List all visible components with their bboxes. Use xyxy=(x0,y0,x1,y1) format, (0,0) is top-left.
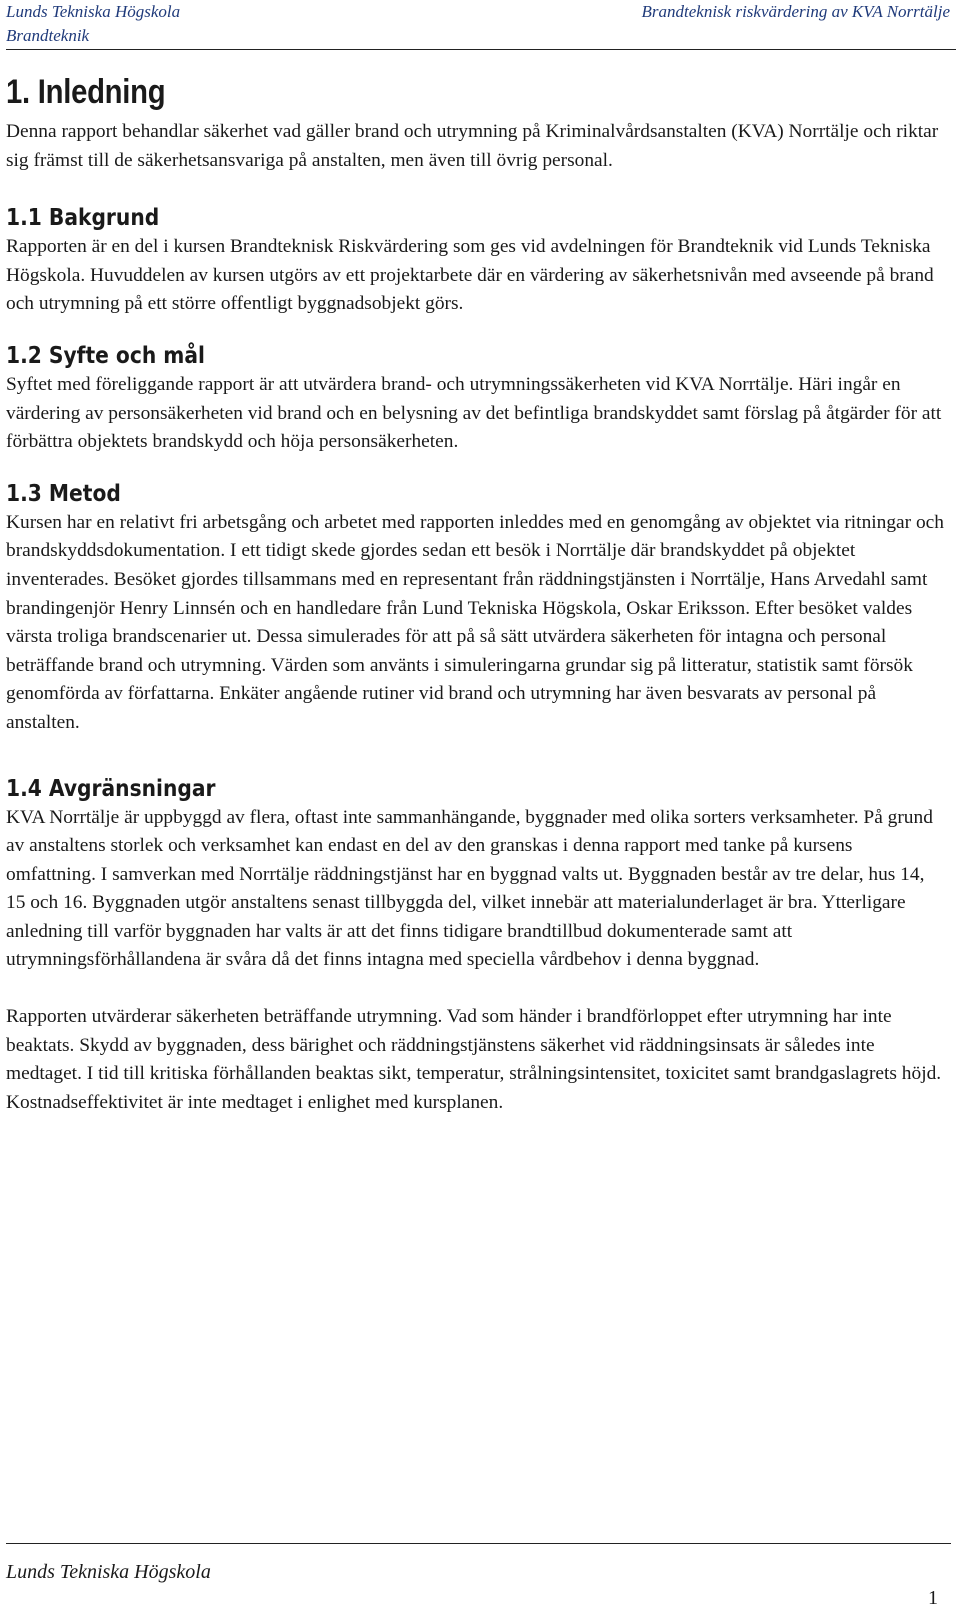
page-number: 1 xyxy=(928,1587,938,1609)
main-content xyxy=(6,72,946,1117)
footer-divider xyxy=(6,1543,951,1544)
heading-syfte-och-mal: 1.2 Syfte och mål xyxy=(6,342,205,369)
header-report-title: Brandteknisk riskvärdering av KVA Norrtälje xyxy=(641,2,950,21)
header-institution: Lunds Tekniska Högskola Brandteknik xyxy=(6,2,181,45)
heading-metod: 1.3 Metod xyxy=(6,480,121,507)
footer-institution: Lunds Tekniska Högskola xyxy=(6,1561,211,1583)
paragraph-inledning: Denna rapport behandlar säkerhet vad gäller brand och utrymning på Kriminalvårdsanstalten (KVA) Norrtälje och riktar sig främst till de säkerhetsansvariga på anstalten, men även till övrig personal. xyxy=(6,121,939,171)
heading-inledning: 1. Inledning xyxy=(6,73,166,111)
header-divider xyxy=(6,49,956,50)
paragraph-avgransningar-2: Rapporten utvärderar säkerheten beträffande utrymning. Vad som händer i brandförloppet efter utrymning har inte beaktats. Skydd av byggnaden, dess bärighet och räddningstjänstens säkerhet vid räddningsinsats är således inte medtaget. I tid till kritiska förhållanden beaktas sikt, temperatur, strålningsintensitet, toxicitet samt brandgaslagrets höjd. Kostnadseffektivitet är inte medtaget i enlighet med kursplanen. xyxy=(6,1006,942,1113)
paragraph-avgransningar-1: KVA Norrtälje är uppbyggd av flera, oftast inte sammanhängande, byggnader med olika sorters verksamheter. På grund av anstaltens storlek och verksamhet kan endast en del av den granskas i denna rapport med tanke på kursens omfattning. I samverkan med Norrtälje räddningstjänst har en byggnad valts ut. Byggnaden består av tre delar, hus 14, 15 och 16. Byggnaden utgör anstaltens senast tillbyggda del, vilket innebär att materialunderlaget är bra. Ytterligare anledning till varför byggnaden har valts är att det finns tidigare brandtillbud dokumenterade samt att utrymningsförhållandena är svåra då det finns intagna med speciella vårdbehov i denna byggnad. xyxy=(6,806,933,971)
paragraph-metod: Kursen har en relativt fri arbetsgång och arbetet med rapporten inleddes med en genomgång av objektet via ritningar och brandskyddsdokumentation. I ett tidigt skede gjordes sedan ett besök i Norrtälje där brandskyddet på objektet inventerades. Besöket gjordes tillsammans med en representant från räddningstjänsten i Norrtälje, Hans Arvedahl samt brandingenjör Henry Linnsén och en handledare från Lund Tekniska Högskola, Oskar Eriksson. Efter besöket valdes värsta troliga brandscenarier ut. Dessa simulerades för att på så sätt utvärdera säkerheten för intagna och personal beträffande brand och utrymning. Värden som använts i simuleringarna grundar sig på litteratur, statistik samt försök genomförda av författarna. Enkäter angående rutiner vid brand och utrymning har även besvarats av personal på anstalten. xyxy=(6,511,944,733)
heading-avgransningar: 1.4 Avgränsningar xyxy=(6,775,216,802)
heading-bakgrund: 1.1 Bakgrund xyxy=(6,205,160,232)
paragraph-syfte-och-mal: Syftet med föreliggande rapport är att utvärdera brand- och utrymningssäkerheten vid KVA Norrtälje. Häri ingår en värdering av personsäkerheten vid brand och en belysning av det befintliga brandskyddet samt förslag på åtgärder för att förbättra objektets brandskydd och höja personsäkerheten. xyxy=(6,373,942,453)
paragraph-bakgrund: Rapporten är en del i kursen Brandteknisk Riskvärdering som ges vid avdelningen för Brandteknik vid Lunds Tekniska Högskola. Huvuddelen av kursen utgörs av ett projektarbete där en värdering av säkerhetsnivån med avseende på brand och utrymning på ett större offentligt byggnadsobjekt görs. xyxy=(6,236,934,315)
page-header xyxy=(6,0,956,50)
